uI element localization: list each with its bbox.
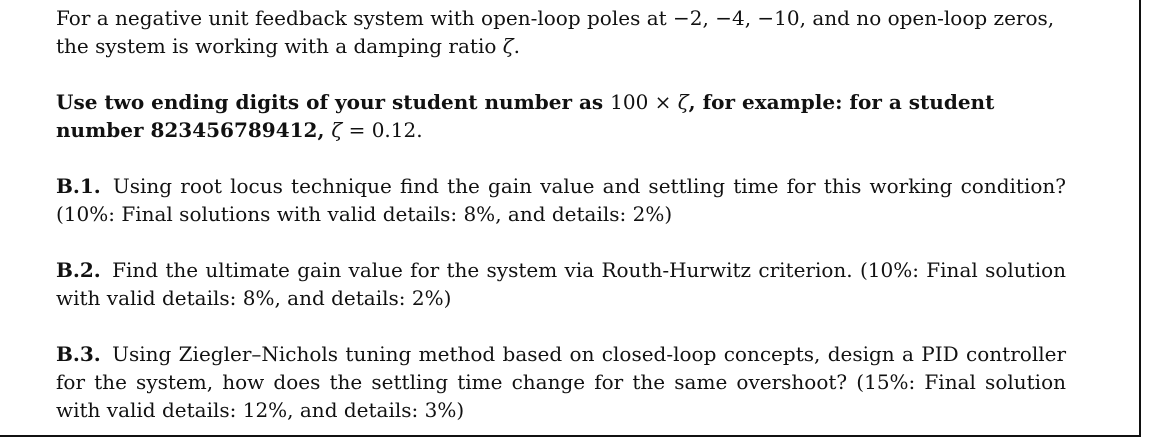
question-b2-label: B.2. <box>56 258 101 282</box>
question-b2 <box>56 256 1066 312</box>
instruction-text-a: Use two ending digits of your student number as <box>56 90 611 114</box>
instruction-paragraph <box>56 88 1066 144</box>
instruction-zeta-b: ζ <box>331 118 343 142</box>
question-b1-label: B.1. <box>56 174 101 198</box>
question-b3 <box>56 340 1066 424</box>
instruction-text-b: , for example: for a student <box>688 90 995 114</box>
instruction-text-c: number 823456789412, <box>56 118 332 142</box>
intro-zeta: ζ <box>502 34 514 58</box>
question-b1-text: Using root locus technique find the gain value and settling time for this working condition? (10%: Final solutions with valid details: 8%, and details: 2%) <box>56 174 1066 226</box>
question-b2-text: Find the ultimate gain value for the system via Routh-Hurwitz criterion. (10%: Final solution with valid details: 8%, and details: 2%) <box>56 258 1067 310</box>
intro-line1-tail: and no open-loop zeros, <box>805 6 1055 30</box>
question-b3-text: Using Ziegler–Nichols tuning method based on closed-loop concepts, design a PID controller for the system, how does the settling time change for the same overshoot? (15%: Final solution with valid details: 12%, and details: 3%) <box>56 342 1067 422</box>
instruction-math-a: 100 × <box>610 90 678 114</box>
document-content <box>56 4 1066 424</box>
instruction-math-b: = 0.12. <box>342 118 423 142</box>
intro-line2-tail: . <box>513 34 520 58</box>
intro-poles: −2, −4, −10, <box>673 6 806 30</box>
intro-paragraph <box>56 4 1066 60</box>
question-b1 <box>56 172 1066 228</box>
intro-line1-text: For a negative unit feedback system with open-loop poles at <box>56 6 674 30</box>
instruction-zeta-a: ζ <box>677 90 689 114</box>
question-b3-label: B.3. <box>56 342 101 366</box>
intro-line2-text: the system is working with a damping ratio <box>56 34 503 58</box>
